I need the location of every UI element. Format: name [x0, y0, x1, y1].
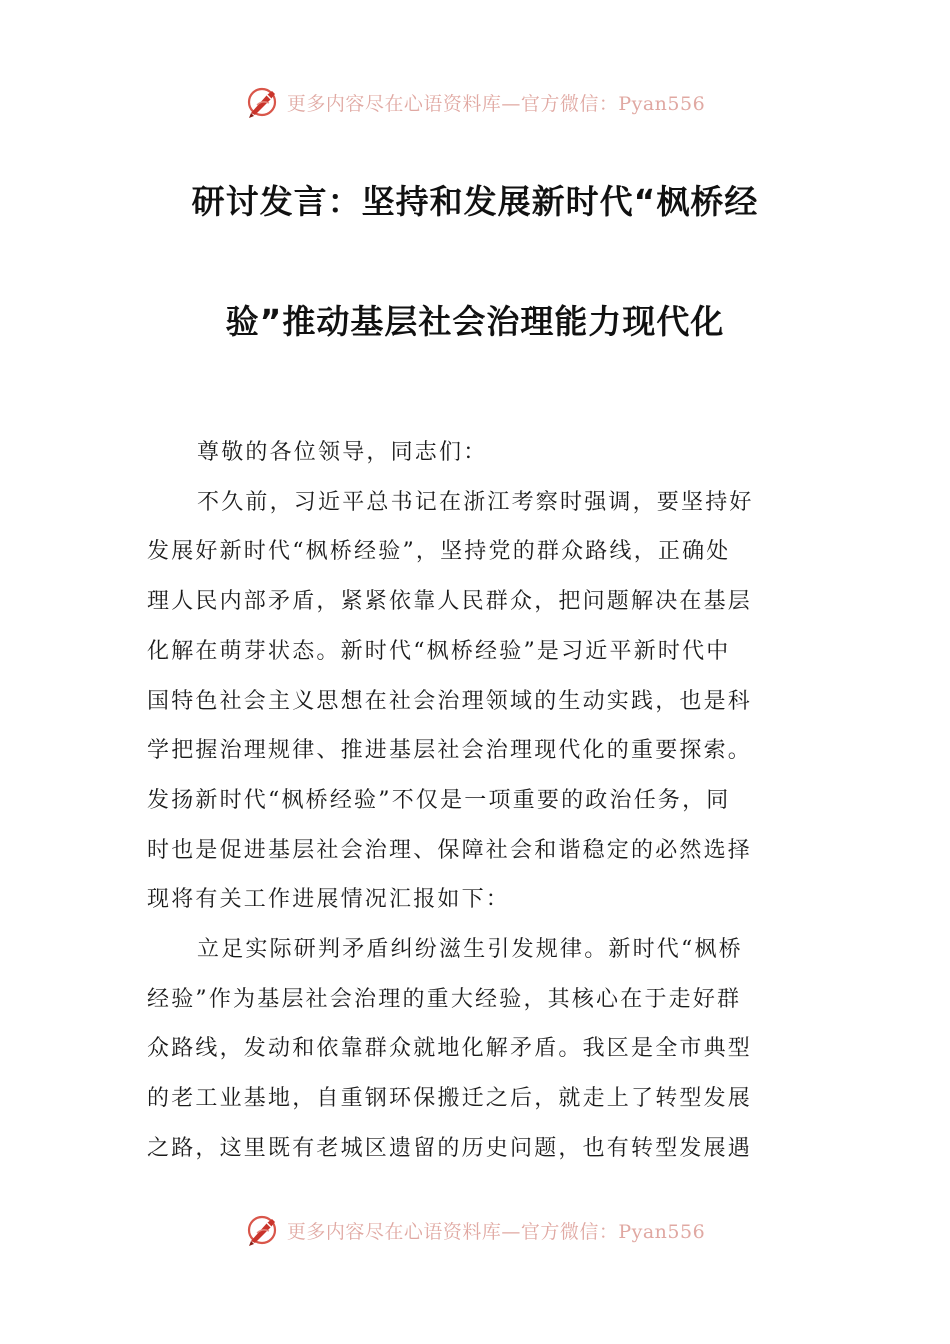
body-line: 化解在萌芽状态。新时代“枫桥经验”是习近平新时代中: [147, 638, 731, 664]
document-title-line-2: 验”推动基层社会治理能力现代化: [225, 302, 725, 341]
body-line: 时也是促进基层社会治理、保障社会和谐稳定的必然选择: [147, 837, 753, 863]
body-line: 发扬新时代“枫桥经验”不仅是一项重要的政治任务，同: [147, 787, 731, 813]
body-line: 经验”作为基层社会治理的重大经验，其核心在于走好群: [147, 986, 742, 1012]
document-body: [147, 428, 807, 1174]
body-line: 立足实际研判矛盾纠纷滋生引发规律。新时代“枫桥: [197, 937, 743, 963]
body-line: 的老工业基地，自重钢环保搬迁之后，就走上了转型发展: [147, 1086, 753, 1112]
body-line: 发展好新时代“枫桥经验”，坚持党的群众路线，正确处: [147, 539, 731, 565]
body-line: 现将有关工作进展情况汇报如下：: [147, 887, 511, 913]
body-line: 众路线，发动和依靠群众就地化解矛盾。我区是全市典型: [147, 1036, 753, 1062]
footer-banner-text: 更多内容尽在心语资料库—官方微信：Pyan556: [286, 1220, 706, 1243]
body-line: 不久前，习近平总书记在浙江考察时强调，要坚持好: [197, 489, 754, 515]
footer-banner: [0, 1208, 950, 1252]
pen-logo-icon: [245, 1211, 283, 1249]
body-line: 学把握治理规律、推进基层社会治理现代化的重要探索。: [147, 738, 753, 764]
body-line: 国特色社会主义思想在社会治理领域的生动实践，也是科: [147, 688, 753, 714]
body-line: 理人民内部矛盾，紧紧依靠人民群众，把问题解决在基层: [147, 589, 753, 615]
header-banner-text: 更多内容尽在心语资料库—官方微信：Pyan556: [286, 92, 706, 115]
body-line: 尊敬的各位领导，同志们：: [197, 440, 488, 465]
document-title-line-1: 研讨发言：坚持和发展新时代“枫桥经: [191, 182, 759, 221]
body-line: 之路，这里既有老城区遗留的历史问题，也有转型发展遇: [147, 1135, 753, 1161]
pen-logo-icon: [245, 83, 283, 121]
header-banner: [0, 80, 950, 124]
